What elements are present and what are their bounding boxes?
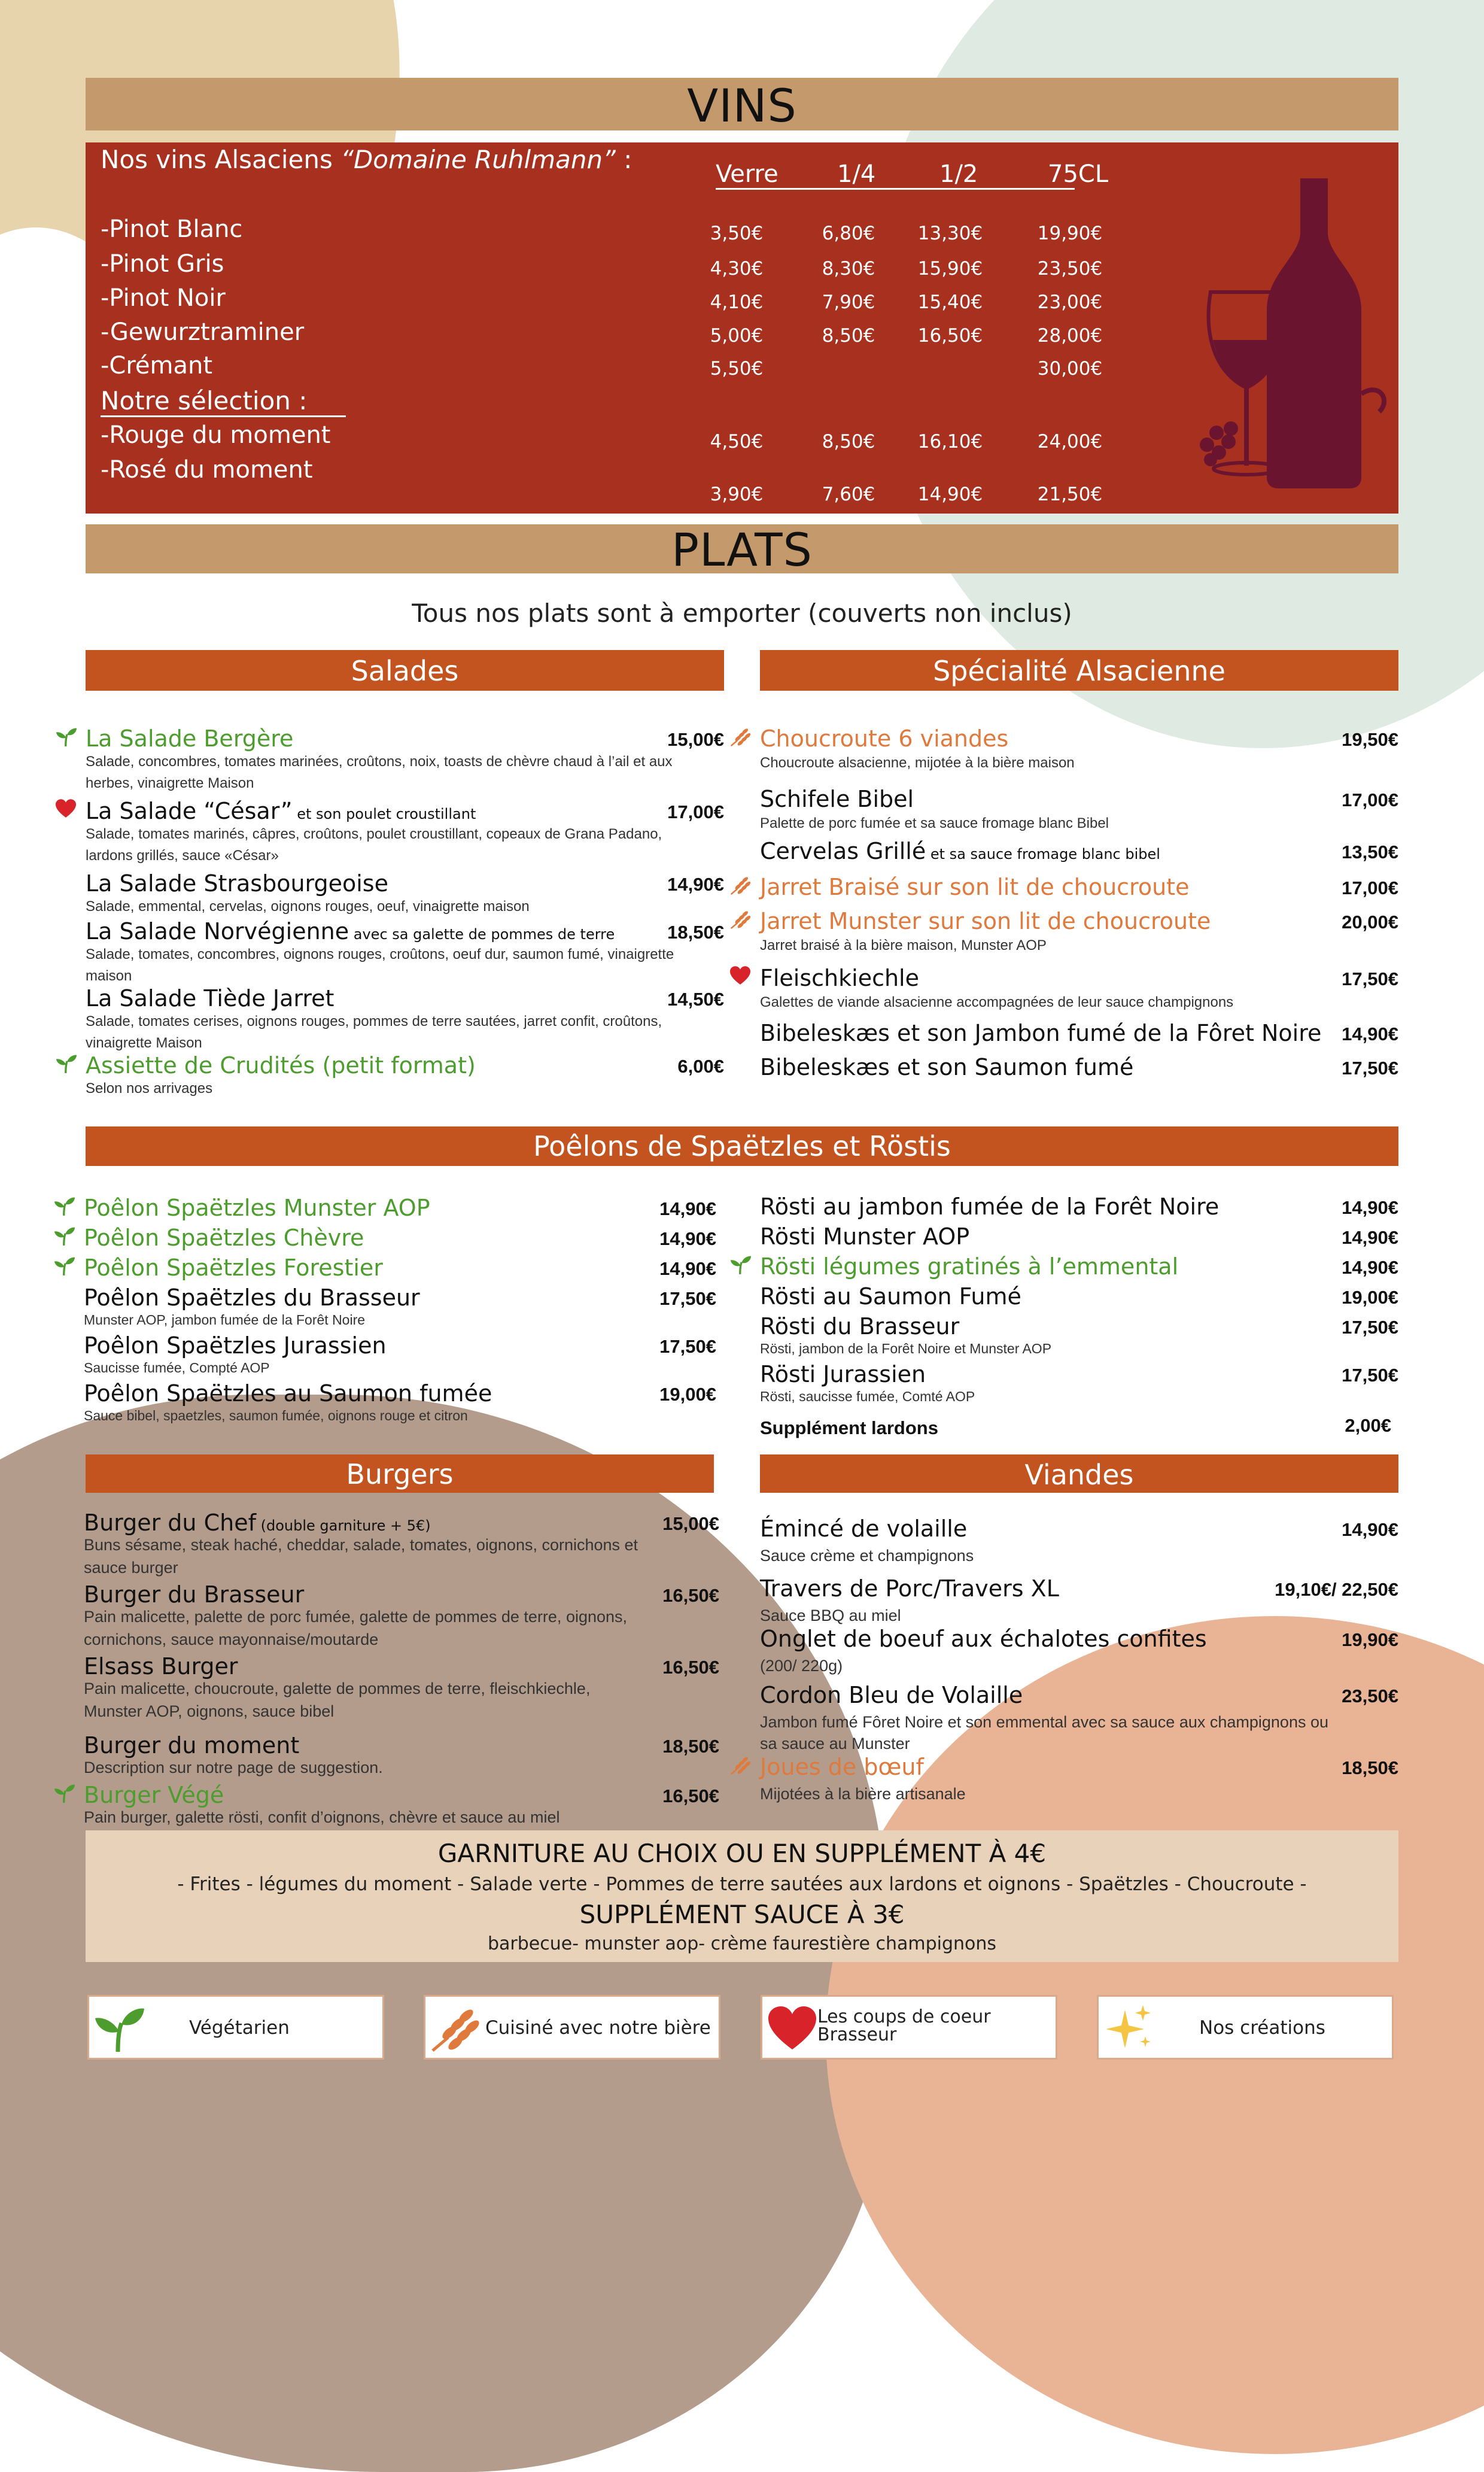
item-price: 16,50€: [662, 1785, 719, 1806]
item-description: Salade, tomates marinés, câpres, croûtons, poulet croustillant, copeaux de Grana Padano,: [86, 826, 662, 842]
item-name: [760, 1253, 1178, 1280]
item-name: [84, 1284, 420, 1311]
item-price: 16,50€: [662, 1585, 719, 1606]
item-name: [84, 1510, 431, 1536]
wheat-icon: [730, 909, 752, 930]
menu-item: [760, 1223, 1398, 1250]
vins-header-band: [86, 78, 1398, 130]
section-burgers-header: Burgers: [86, 1454, 714, 1493]
wine-price: 16,50€: [917, 325, 983, 347]
heart-icon: [768, 2006, 816, 2051]
wine-price: 7,90€: [822, 291, 875, 313]
menu-item: [760, 1516, 1398, 1565]
item-note: avec sa galette de pommes de terre: [349, 926, 615, 943]
wheat-icon: [730, 727, 752, 747]
wine-price: 3,50€: [710, 223, 764, 244]
menu-item: [86, 1052, 724, 1097]
menu-item: [760, 1194, 1398, 1220]
item-price: 14,90€: [1342, 1197, 1398, 1218]
menu-item: [760, 1575, 1398, 1624]
wine-name: -Rouge du moment: [101, 421, 331, 449]
wine-price: 13,30€: [917, 223, 983, 244]
wine-price: 14,90€: [917, 484, 983, 505]
item-title: Poêlon Spaëtzles du Brasseur: [84, 1284, 420, 1311]
item-price: 16,50€: [662, 1657, 719, 1678]
item-description: sauce burger: [84, 1559, 178, 1577]
item-name: [84, 1225, 364, 1251]
heart-icon: [56, 799, 76, 818]
sprout-icon: [54, 1226, 75, 1246]
supplement-lardons-price: 2,00€: [1345, 1415, 1391, 1436]
item-title: La Salade Tiède Jarret: [86, 985, 334, 1012]
sauce-list: barbecue- munster aop- crème faurestière champignons: [487, 1933, 997, 1954]
legend-heart-label-line1: Les coups de coeur: [817, 2006, 991, 2027]
item-description: Palette de porc fumée et sa sauce fromage blanc Bibel: [760, 815, 1109, 831]
item-title: Rösti du Brasseur: [760, 1313, 960, 1340]
wine-list-box: [86, 142, 1398, 514]
wine-price: 23,50€: [1037, 258, 1103, 280]
item-price: 14,90€: [1342, 1227, 1398, 1248]
menu-item: [760, 1313, 1398, 1356]
wine-intro-colon: :: [615, 145, 632, 174]
item-price: 14,90€: [667, 874, 724, 895]
sprout-icon: [54, 1196, 75, 1216]
item-name: [760, 874, 1189, 900]
item-description: Sauce crème et champignons: [760, 1547, 974, 1565]
item-name: [760, 1223, 969, 1250]
item-price: 17,00€: [667, 801, 724, 822]
wine-name: -Pinot Noir: [101, 284, 226, 312]
item-note: et sa sauce fromage blanc bibel: [926, 846, 1160, 863]
item-price: 23,50€: [1342, 1686, 1398, 1706]
legend-vegetarian: [87, 1995, 384, 2060]
item-description: herbes, vinaigrette Maison: [86, 775, 254, 791]
item-name: [86, 1052, 476, 1079]
wine-name: -Rosé du moment: [101, 456, 313, 484]
item-price: 19,00€: [659, 1384, 716, 1405]
item-price: 13,50€: [1342, 842, 1398, 863]
menu-item: [760, 1020, 1398, 1044]
item-title: Poêlon Spaëtzles Munster AOP: [84, 1195, 430, 1221]
wine-selection-title: Notre sélection :: [101, 386, 346, 417]
wine-price: 15,90€: [917, 258, 983, 280]
wine-column-headers: [716, 158, 1109, 190]
item-name: [760, 1283, 1021, 1310]
item-name: [84, 1255, 383, 1281]
item-title: Rösti au Saumon Fumé: [760, 1283, 1021, 1310]
menu-item: [86, 985, 724, 1051]
item-note: (double garniture + 5€): [256, 1517, 431, 1534]
item-price: 6,00€: [677, 1056, 724, 1077]
item-name: [760, 1575, 1059, 1602]
legend-beer-label: Cuisiné avec notre bière: [485, 2017, 711, 2039]
item-name: [86, 985, 334, 1012]
item-description: Mijotées à la bière artisanale: [760, 1785, 966, 1803]
menu-item: [84, 1332, 716, 1375]
wine-name: -Crémant: [101, 352, 213, 379]
item-name: [84, 1332, 387, 1359]
menu-item: [760, 1253, 1398, 1280]
item-name: [86, 918, 615, 945]
item-name: [84, 1653, 238, 1680]
wine-col-half: 1/2: [939, 160, 978, 188]
section-salades-header: Salades: [86, 650, 724, 691]
item-price: 14,50€: [667, 989, 724, 1010]
item-title: Joues de bœuf: [760, 1754, 924, 1780]
item-name: [760, 965, 919, 991]
wine-name: -Gewurztraminer: [101, 318, 305, 346]
item-price: 19,00€: [1342, 1287, 1398, 1308]
item-price: 15,00€: [662, 1513, 719, 1534]
item-title: La Salade “César”: [86, 798, 293, 824]
section-viandes-header: Viandes: [760, 1454, 1398, 1493]
item-title: Elsass Burger: [84, 1653, 238, 1680]
wine-price: 7,60€: [822, 484, 875, 505]
garniture-title: GARNITURE AU CHOIX OU EN SUPPLÉMENT À 4€: [437, 1839, 1047, 1868]
legend-heart-label-line2: Brasseur: [817, 2024, 897, 2045]
item-title: Poêlon Spaëtzles Chèvre: [84, 1225, 364, 1251]
item-description: Galettes de viande alsacienne accompagnées de leur sauce champignons: [760, 994, 1234, 1010]
item-description: vinaigrette Maison: [86, 1035, 202, 1051]
item-title: Poêlon Spaëtzles Jurassien: [84, 1332, 387, 1359]
item-description: Buns sésame, steak haché, cheddar, salade, tomates, oignons, cornichons et: [84, 1536, 638, 1554]
item-description: Salade, tomates cerises, oignons rouges, pommes de terre sautées, jarret confit, croûtons,: [86, 1013, 662, 1030]
wine-price: 6,80€: [822, 223, 875, 244]
item-price: 17,50€: [1342, 1058, 1398, 1079]
wine-bottle-glass-icon: [1199, 166, 1390, 490]
wine-intro-text: Nos vins Alsaciens: [101, 145, 341, 174]
menu-item: [84, 1225, 716, 1249]
wheat-icon: [730, 875, 752, 895]
item-title: Burger Végé: [84, 1782, 224, 1808]
garniture-list: - Frites - légumes du moment - Salade verte - Pommes de terre sautées aux lardons et oignons - Spaëtzles - Choucroute -: [177, 1873, 1307, 1895]
item-title: La Salade Bergère: [86, 725, 294, 752]
item-name: [86, 798, 476, 824]
sprout-icon: [56, 1053, 77, 1074]
heart-icon: [730, 966, 750, 985]
item-title: La Salade Strasbourgeoise: [86, 870, 388, 897]
item-title: Poêlon Spaëtzles au Saumon fumée: [84, 1380, 492, 1407]
item-description: Munster AOP, jambon fumée de la Forêt Noire: [84, 1312, 366, 1328]
item-title: Fleischkiechle: [760, 965, 919, 991]
plats-subtitle: Tous nos plats sont à emporter (couverts non inclus): [412, 599, 1072, 628]
item-name: [84, 1380, 492, 1407]
item-name: [760, 838, 1160, 864]
wine-name: -Pinot Blanc: [101, 215, 243, 243]
item-name: [760, 1313, 959, 1340]
menu-item: [760, 1054, 1398, 1078]
wine-price: 30,00€: [1037, 358, 1103, 379]
menu-item: [760, 908, 1398, 953]
item-price: 14,90€: [1342, 1519, 1398, 1540]
wine-price: 4,50€: [710, 431, 764, 453]
item-name: [760, 725, 1008, 752]
item-name: [760, 1194, 1219, 1220]
item-description: Description sur notre page de suggestion.: [84, 1759, 383, 1776]
wine-price: 23,00€: [1037, 291, 1103, 313]
item-title: Poêlon Spaëtzles Forestier: [84, 1255, 383, 1281]
wine-price: 8,30€: [822, 258, 875, 280]
item-title: Assiette de Crudités (petit format): [86, 1052, 476, 1079]
item-title: Bibeleskæs et son Saumon fumé: [760, 1054, 1134, 1080]
item-description: Pain malicette, choucroute, galette de pommes de terre, fleischkiechle,: [84, 1680, 591, 1697]
menu-item: [84, 1255, 716, 1281]
menu-item: [760, 1361, 1398, 1404]
item-price: 19,90€: [1342, 1629, 1398, 1650]
item-price: 17,50€: [1342, 1317, 1398, 1338]
menu-item: [760, 874, 1398, 898]
sauce-title: SUPPLÉMENT SAUCE À 3€: [579, 1900, 905, 1929]
menu-item: [760, 786, 1398, 831]
item-title: Cervelas Grillé: [760, 838, 926, 864]
item-title: La Salade Norvégienne: [86, 918, 349, 945]
item-title: Travers de Porc/Travers XL: [760, 1575, 1059, 1602]
item-description: Pain malicette, palette de porc fumée, galette de pommes de terre, oignons,: [84, 1608, 628, 1626]
item-title: Jarret Braisé sur son lit de choucroute: [760, 874, 1190, 900]
wine-domain: “Domaine Ruhlmann”: [340, 145, 616, 174]
wine-col-75cl: 75CL: [1048, 160, 1109, 188]
menu-item: [84, 1510, 719, 1577]
item-name: [760, 786, 914, 812]
item-name: [760, 1361, 926, 1387]
item-name: [760, 908, 1211, 934]
menu-item: [760, 725, 1398, 771]
section-poelons-header: Poêlons de Spaëtzles et Röstis: [86, 1126, 1398, 1166]
item-description: lardons grillés, sauce «César»: [86, 848, 279, 864]
item-description: sa sauce au Munster: [760, 1735, 910, 1753]
item-note: et son poulet croustillant: [292, 806, 476, 822]
item-title: Émincé de volaille: [760, 1516, 968, 1542]
sparkles-icon: [1105, 2003, 1155, 2053]
sprout-icon: [730, 1255, 752, 1275]
plats-title: PLATS: [671, 523, 813, 576]
item-description: (200/ 220g): [760, 1657, 843, 1675]
menu-item: [760, 1626, 1398, 1675]
menu-item: [760, 838, 1398, 862]
item-name: [760, 1054, 1133, 1080]
wheat-icon: [730, 1755, 752, 1775]
sprout-icon: [54, 1256, 75, 1276]
item-price: 17,50€: [659, 1288, 716, 1309]
menu-item: [84, 1782, 719, 1826]
wine-price: 21,50€: [1037, 484, 1103, 505]
item-description: maison: [86, 968, 132, 984]
item-price: 19,10€/ 22,50€: [1275, 1579, 1398, 1600]
wine-price: 28,00€: [1037, 325, 1103, 347]
menu-item: [86, 725, 724, 791]
item-name: [84, 1195, 430, 1221]
legend-creations: [1097, 1995, 1394, 2060]
vins-title: VINS: [687, 79, 797, 132]
wine-price: 5,50€: [710, 358, 764, 379]
sprout-icon: [54, 1783, 75, 1803]
item-name: [84, 1732, 299, 1759]
item-price: 19,50€: [1342, 729, 1398, 750]
plats-header-band: [86, 523, 1398, 576]
legend-creations-label: Nos créations: [1199, 2017, 1325, 2039]
menu-item: [86, 870, 724, 915]
item-description: Rösti, jambon de la Forêt Noire et Munster AOP: [760, 1341, 1052, 1356]
wine-price: 8,50€: [822, 431, 875, 453]
item-title: Cordon Bleu de Volaille: [760, 1682, 1023, 1708]
item-description: Salade, tomates, concombres, oignons rouges, croûtons, oeuf dur, saumon fumé, vinaigrette: [86, 946, 674, 962]
section-alsace-header: Spécialité Alsacienne: [760, 650, 1398, 691]
item-description: cornichons, sauce mayonnaise/moutarde: [84, 1630, 379, 1648]
legend-heart: [761, 1995, 1057, 2060]
item-name: [760, 1682, 1023, 1708]
menu-item: [84, 1732, 719, 1776]
wine-intro: [101, 145, 632, 174]
item-price: 17,00€: [1342, 877, 1398, 898]
item-name: [86, 870, 388, 897]
wine-price: 4,30€: [710, 258, 764, 280]
menu-item: [86, 918, 724, 984]
item-price: 17,50€: [1342, 968, 1398, 989]
menu-item: [760, 1283, 1398, 1310]
item-name: [760, 1516, 967, 1542]
item-price: 15,00€: [667, 729, 724, 750]
wine-price: 3,90€: [710, 484, 764, 505]
item-price: 18,50€: [662, 1736, 719, 1757]
legend-vegetarian-label: Végétarien: [189, 2017, 290, 2039]
item-description: Salade, concombres, tomates marinées, croûtons, noix, toasts de chèvre chaud à l’ail et aux: [86, 754, 673, 770]
item-title: Onglet de boeuf aux échalotes confites: [760, 1626, 1207, 1652]
item-price: 14,90€: [1342, 1257, 1398, 1278]
wine-price: 19,90€: [1037, 223, 1103, 244]
menu-item: [84, 1380, 716, 1423]
item-description: Salade, emmental, cervelas, oignons rouges, oeuf, vinaigrette maison: [86, 898, 530, 915]
item-title: Choucroute 6 viandes: [760, 725, 1009, 752]
item-description: Sauce BBQ au miel: [760, 1607, 901, 1624]
item-title: Rösti Munster AOP: [760, 1223, 970, 1250]
menu-item: [760, 1682, 1398, 1753]
item-price: 17,00€: [1342, 789, 1398, 810]
item-price: 14,90€: [659, 1228, 716, 1249]
item-name: [84, 1581, 304, 1608]
wine-price: 24,00€: [1037, 431, 1103, 453]
item-title: Rösti au jambon fumée de la Forêt Noire: [760, 1194, 1220, 1220]
item-description: Saucisse fumée, Compté AOP: [84, 1360, 270, 1375]
item-name: [760, 1020, 1321, 1046]
item-title: Burger du moment: [84, 1732, 300, 1759]
menu-item: [84, 1284, 716, 1328]
item-title: Jarret Munster sur son lit de choucroute: [760, 908, 1211, 934]
legend-beer: [424, 1995, 720, 2060]
item-title: Burger du Brasseur: [84, 1581, 305, 1608]
item-title: Schifele Bibel: [760, 786, 914, 812]
garniture-box: [86, 1830, 1398, 1962]
menu-item: [86, 798, 724, 864]
menu-item: [760, 965, 1398, 1010]
menu-item: [760, 1754, 1398, 1803]
item-price: 17,50€: [659, 1336, 716, 1357]
item-description: Sauce bibel, spaetzles, saumon fumée, oignons rouge et citron: [84, 1408, 468, 1423]
item-description: Jarret braisé à la bière maison, Munster AOP: [760, 937, 1047, 953]
item-price: 18,50€: [1342, 1757, 1398, 1778]
wine-price: 16,10€: [917, 431, 983, 453]
menu-item: [84, 1581, 719, 1648]
wine-price: 4,10€: [710, 291, 764, 313]
item-description: Munster AOP, oignons, sauce bibel: [84, 1702, 334, 1720]
item-description: Jambon fumé Fôret Noire et son emmental avec sa sauce aux champignons ou: [760, 1713, 1328, 1731]
item-price: 17,50€: [1342, 1365, 1398, 1386]
wine-col-verre: Verre: [716, 160, 779, 188]
item-name: [84, 1782, 224, 1808]
wine-price: 15,40€: [917, 291, 983, 313]
item-title: Rösti Jurassien: [760, 1361, 926, 1387]
item-title: Burger du Chef: [84, 1510, 256, 1536]
item-name: [86, 725, 293, 752]
item-description: Selon nos arrivages: [86, 1080, 213, 1097]
item-price: 18,50€: [667, 922, 724, 943]
item-price: 14,90€: [659, 1198, 716, 1219]
sprout-icon: [94, 2005, 145, 2053]
supplement-lardons-label: Supplément lardons: [760, 1417, 938, 1438]
item-price: 14,90€: [659, 1258, 716, 1279]
wine-price: 5,00€: [710, 325, 764, 347]
item-price: 14,90€: [1342, 1024, 1398, 1044]
wheat-icon: [430, 2005, 482, 2053]
item-description: Pain burger, galette rösti, confit d’oignons, chèvre et sauce au miel: [84, 1808, 560, 1826]
wine-name: -Pinot Gris: [101, 250, 224, 278]
menu-item: [84, 1195, 716, 1219]
item-description: Rösti, saucisse fumée, Comté AOP: [760, 1389, 975, 1404]
item-name: [760, 1754, 924, 1780]
item-description: Choucroute alsacienne, mijotée à la bière maison: [760, 755, 1075, 771]
item-title: Bibeleskæs et son Jambon fumé de la Fôret Noire: [760, 1020, 1322, 1046]
wine-col-quarter: 1/4: [837, 160, 876, 188]
menu-item: [84, 1653, 719, 1720]
item-price: 20,00€: [1342, 912, 1398, 933]
item-title: Rösti légumes gratinés à l’emmental: [760, 1253, 1179, 1280]
item-name: [760, 1626, 1207, 1652]
sprout-icon: [56, 727, 77, 747]
wine-price: 8,50€: [822, 325, 875, 347]
